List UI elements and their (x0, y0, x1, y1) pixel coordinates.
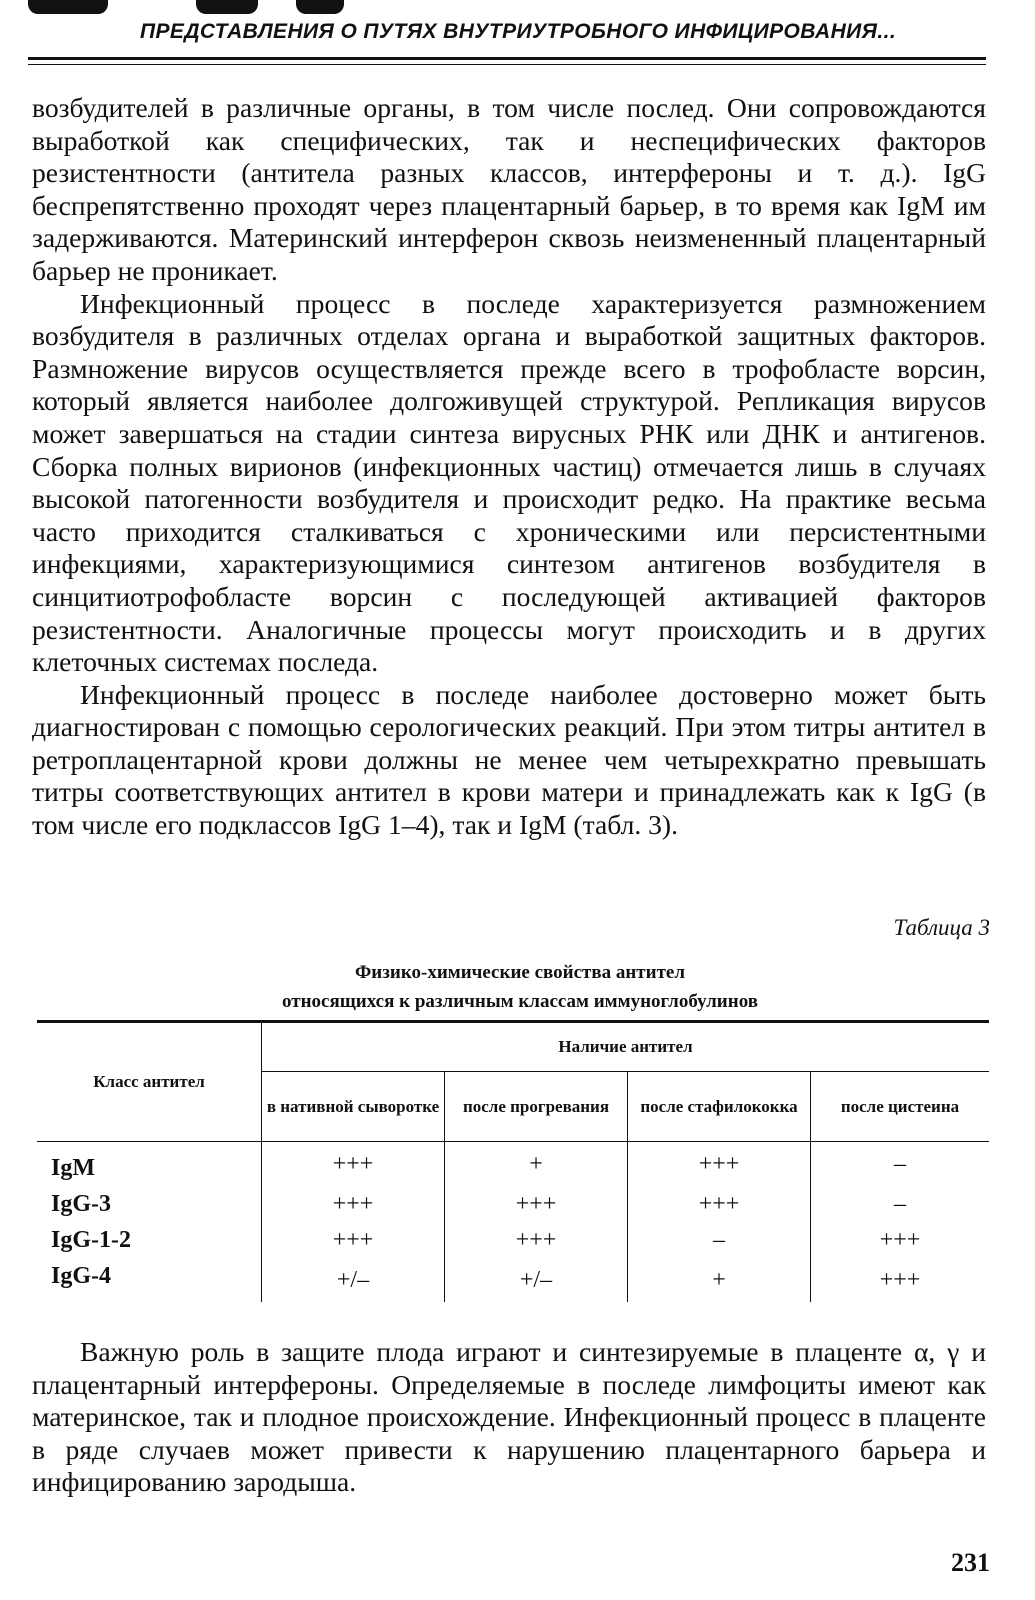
header-decoration-right (296, 0, 344, 14)
subheader-heating: после прогревания (445, 1072, 628, 1142)
cell: +++ (262, 1222, 445, 1258)
paragraph: возбудителей в различные органы, в том числе послед. Они сопровождаются выработкой как специфических, так и неспецифических факторов резистентности (антитела разных классов, интерфероны и т. д.). IgG беспрепятственно проходят через плацентарный барьер, в то время как IgM им задерживаются. Материнский интерферон сквозь неизмененный плацентарный барьер не проникает. (32, 92, 986, 286)
subheader-staph: после стафилококка (628, 1072, 811, 1142)
subheader-cysteine: после цистеина (811, 1072, 990, 1142)
main-text-bottom (32, 1336, 986, 1499)
cell: +++ (262, 1186, 445, 1222)
paragraph: Важную роль в защите плода играют и синтезируемые в плаценте α, γ и плацентарный интерфероны. Определяемые в последе лимфоциты имеют как материнское, так и плодное происхождение. Инфекционный процесс в плаценте в ряде случаев может привести к нарушению плацентарного барьера и инфицированию зародыша. (32, 1336, 986, 1498)
header-class: Класс антител (37, 1022, 262, 1142)
row-class: IgM (37, 1142, 262, 1187)
cell: +/– (445, 1258, 628, 1302)
header-rule-thin (28, 64, 986, 65)
header-decoration-left (28, 0, 108, 14)
main-text-top (32, 92, 986, 842)
cell: – (894, 1150, 906, 1177)
header-rule-thick (28, 57, 986, 60)
row-class: IgG-3 (37, 1186, 262, 1222)
cell: +++ (262, 1142, 445, 1187)
row-class: IgG-4 (37, 1258, 262, 1302)
cell: + (445, 1142, 628, 1187)
running-head: ПРЕДСТАВЛЕНИЯ О ПУТЯХ ВНУТРИУТРОБНОГО ИНФИЦИРОВАНИЯ... (140, 20, 897, 43)
cell: +++ (628, 1142, 811, 1187)
cell: +++ (445, 1222, 628, 1258)
cell: – (894, 1190, 906, 1217)
subheader-native: в нативной сыворотке (262, 1072, 445, 1142)
cell: +++ (879, 1226, 921, 1253)
cell: + (628, 1258, 811, 1302)
antibody-table (37, 1020, 989, 1302)
cell: +/– (262, 1258, 445, 1302)
table-title-line: Физико-химические свойства антител (354, 962, 686, 983)
header-group: Наличие антител (262, 1022, 990, 1072)
paragraph: Инфекционный процесс в последе характеризуется размножением возбудителя в различных отделах органа и выработкой защитных факторов. Размножение вирусов осуществляется прежде всего в трофобласте ворсин, который является наиболее долгоживущей структурой. Репликация вирусов может завершаться на стадии синтеза вирусных РНК или ДНК и антигенов. Сборка полных вирионов (инфекционных частиц) отмечается лишь в случаях высокой патогенности возбудителя и происходит редко. На практике весьма часто приходится сталкиваться с хроническими или персистентными инфекциями, характеризующимися синтезом антигенов возбудителя в синцитиотрофобласте ворсин с последующей активацией факторов резистентности. Аналогичные процессы могут происходить и в других клеточных системах последа. (32, 287, 986, 678)
table-title (130, 958, 910, 1016)
table-row (37, 1186, 989, 1222)
header-decoration-middle (196, 0, 258, 14)
table-label: Таблица 3 (893, 915, 990, 940)
table-row (37, 1222, 989, 1258)
paragraph: Инфекционный процесс в последе наиболее достоверно может быть диагностирован с помощью серологических реакций. При этом титры антител в ретроплацентарной крови должны не менее чем четырехкратно превышать титры соответствующих антител в крови матери и принадлежать как к IgG (в том числе его подклассов IgG 1–4), так и IgM (табл. 3). (32, 678, 986, 841)
cell: +++ (628, 1186, 811, 1222)
row-class: IgG-1-2 (37, 1222, 262, 1258)
page-number: 231 (951, 1548, 990, 1577)
cell: +++ (879, 1266, 921, 1293)
cell: – (628, 1222, 811, 1258)
table-row (37, 1142, 989, 1187)
table-row (37, 1258, 989, 1302)
cell: +++ (445, 1186, 628, 1222)
table-title-line: относящихся к различным классам иммуноглобулинов (282, 991, 758, 1012)
